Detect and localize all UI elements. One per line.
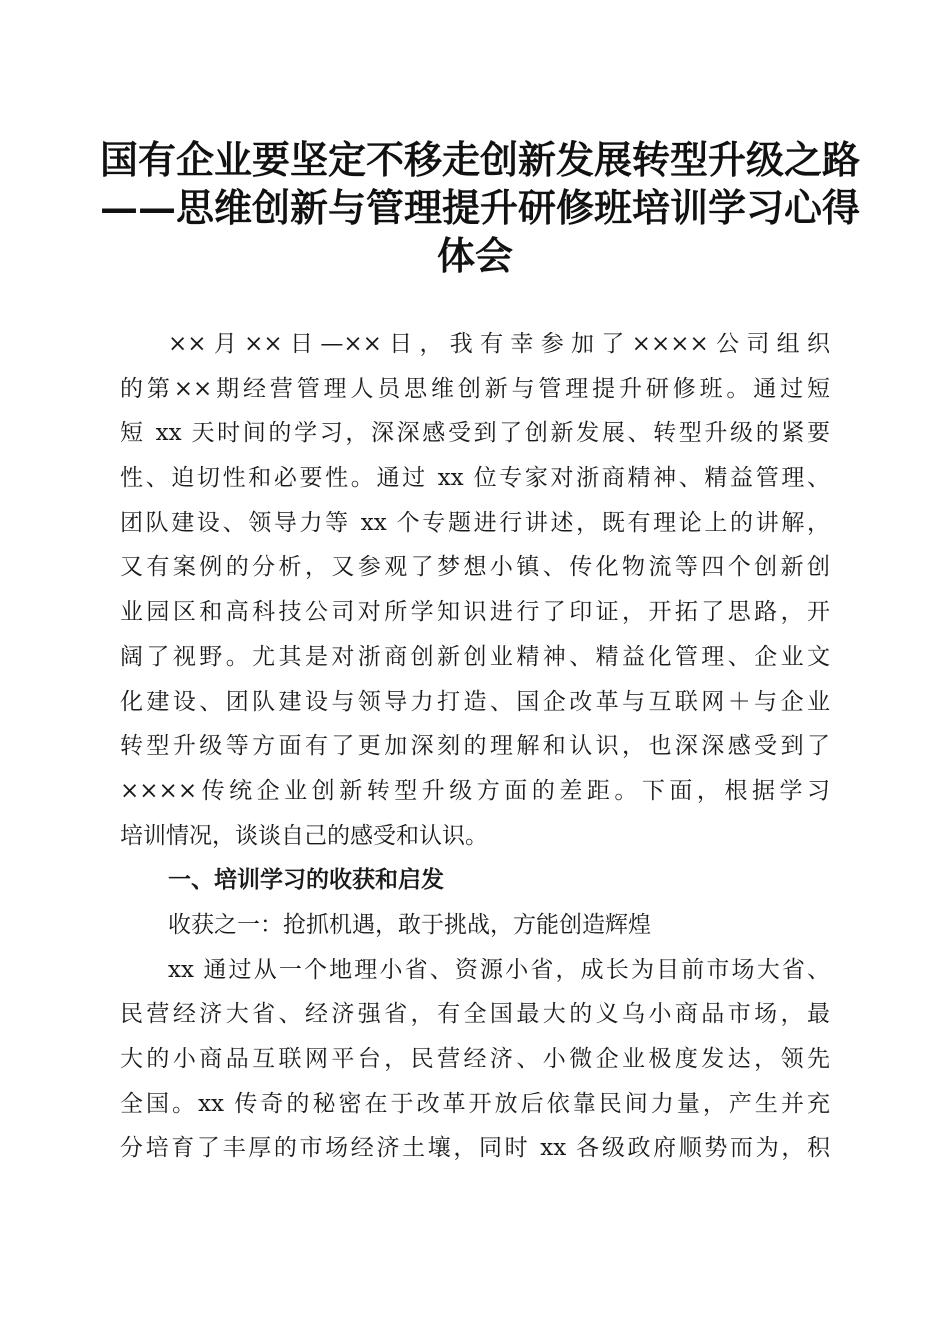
paragraph-1-line-7: 业园区和高科技公司对所学知识进行了印证，开拓了思路，开 [120, 599, 830, 626]
paragraph-1-line-12: 培训情况，谈谈自己的感受和认识。 [120, 822, 488, 849]
paragraph-1-line-5: 团队建设、领导力等 xx 个专题进行讲述，既有理论上的讲解， [120, 509, 830, 536]
section-heading-1: 一、培训学习的收获和启发 [168, 867, 444, 894]
paragraph-1-line-9: 化建设、团队建设与领导力打造、国企改革与互联网＋与企业 [120, 688, 830, 715]
paragraph-1-line-2: 的第××期经营管理人员思维创新与管理提升研修班。通过短 [120, 375, 830, 402]
paragraph-1-line-3: 短 xx 天时间的学习，深深感受到了创新发展、转型升级的紧要 [120, 420, 830, 447]
paragraph-1-line-4: 性、迫切性和必要性。通过 xx 位专家对浙商精神、精益管理、 [120, 465, 830, 492]
paragraph-2-line-1: xx 通过从一个地理小省、资源小省，成长为目前市场大省、 [168, 956, 830, 983]
paragraph-2-line-2: 民营经济大省、经济强省，有全国最大的义乌小商品市场，最 [120, 1001, 830, 1028]
paragraph-2-line-5: 分培育了丰厚的市场经济土壤，同时 xx 各级政府顺势而为，积 [120, 1135, 830, 1162]
document-body [120, 322, 830, 1171]
paragraph-1-line-10: 转型升级等方面有了更加深刻的理解和认识，也深深感受到了 [120, 733, 830, 760]
subheading-harvest-1: 收获之一：抢抓机遇，敢于挑战，方能创造辉煌 [168, 911, 651, 938]
title-line-3: 体会 [436, 233, 513, 278]
title-line-2: ——思维创新与管理提升研修班培训学习心得 [100, 185, 861, 230]
title-line-1: 国有企业要坚定不移走创新发展转型升级之路 [100, 137, 861, 182]
paragraph-2-line-4: 全国。xx 传奇的秘密在于改革开放后依靠民间力量，产生并充 [120, 1090, 830, 1117]
paragraph-1-line-11: ××××传统企业创新转型升级方面的差距。下面，根据学习 [120, 777, 830, 804]
document-title [100, 136, 861, 280]
paragraph-1-line-1: ××月××日—××日，我有幸参加了××××公司组织 [168, 331, 830, 357]
paragraph-2-line-3: 大的小商品互联网平台，民营经济、小微企业极度发达，领先 [120, 1046, 830, 1072]
paragraph-1-line-6: 又有案例的分析，又参观了梦想小镇、传化物流等四个创新创 [120, 554, 830, 581]
paragraph-1-line-8: 阔了视野。尤其是对浙商创新创业精神、精益化管理、企业文 [120, 643, 830, 670]
